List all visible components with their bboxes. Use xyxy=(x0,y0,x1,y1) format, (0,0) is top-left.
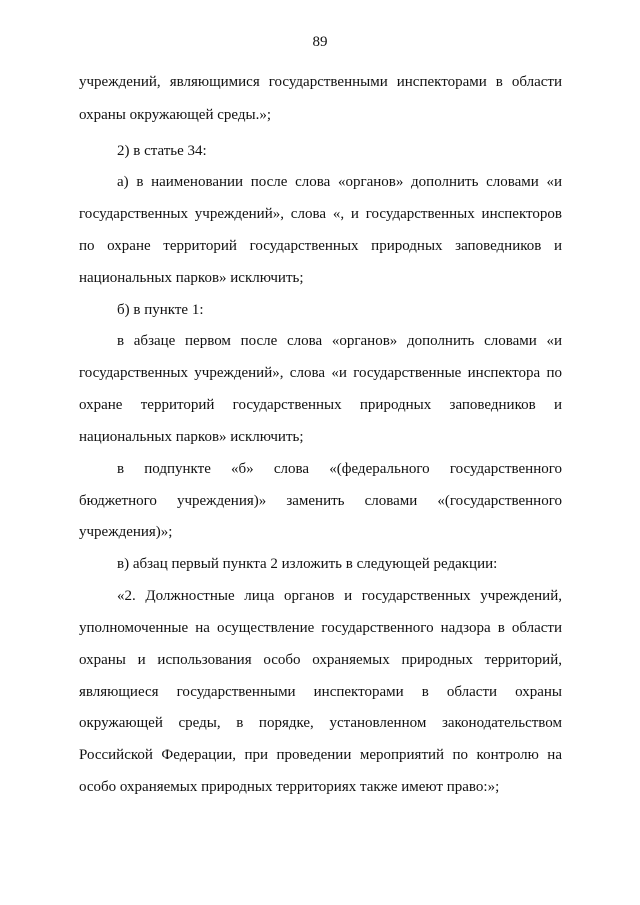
text-line: охраны и использования особо охраняемых природных территорий, xyxy=(79,652,562,668)
text-line: национальных парков» исключить; xyxy=(79,429,304,445)
text-line: учреждения)»; xyxy=(79,524,173,540)
text-line: Российской Федерации, при проведении мероприятий по контролю на xyxy=(79,747,562,763)
page-number: 89 xyxy=(312,34,328,50)
text-line: б) в пункте 1: xyxy=(117,302,204,318)
text-line: в) абзац первый пункта 2 изложить в следующей редакции: xyxy=(117,556,498,572)
text-line: охране территорий государственных природных заповедников и xyxy=(79,397,562,413)
text-line: в абзаце первом после слова «органов» дополнить словами «и xyxy=(117,333,562,349)
text-line: уполномоченные на осуществление государственного надзора в области xyxy=(79,620,562,636)
text-line: государственных учреждений», слова «, и государственных инспекторов xyxy=(79,206,562,222)
text-line: в подпункте «б» слова «(федерального государственного xyxy=(117,461,562,477)
text-line: учреждений, являющимися государственными инспекторами в области xyxy=(79,74,562,90)
text-line: по охране территорий государственных природных заповедников и xyxy=(79,238,562,254)
text-line: бюджетного учреждения)» заменить словами «(государственного xyxy=(79,493,562,509)
text-line: государственных учреждений», слова «и государственные инспектора по xyxy=(79,365,562,381)
text-line: окружающей среды, в порядке, установленном законодательством xyxy=(79,715,562,731)
text-line: а) в наименовании после слова «органов» дополнить словами «и xyxy=(117,174,562,190)
text-line: 2) в статье 34: xyxy=(117,143,207,159)
text-line: особо охраняемых природных территориях также имеют право:»; xyxy=(79,779,500,795)
text-line: являющиеся государственными инспекторами в области охраны xyxy=(79,684,562,700)
text-line: охраны окружающей среды.»; xyxy=(79,107,271,123)
text-line: «2. Должностные лица органов и государственных учреждений, xyxy=(117,588,562,604)
text-line: национальных парков» исключить; xyxy=(79,270,304,286)
